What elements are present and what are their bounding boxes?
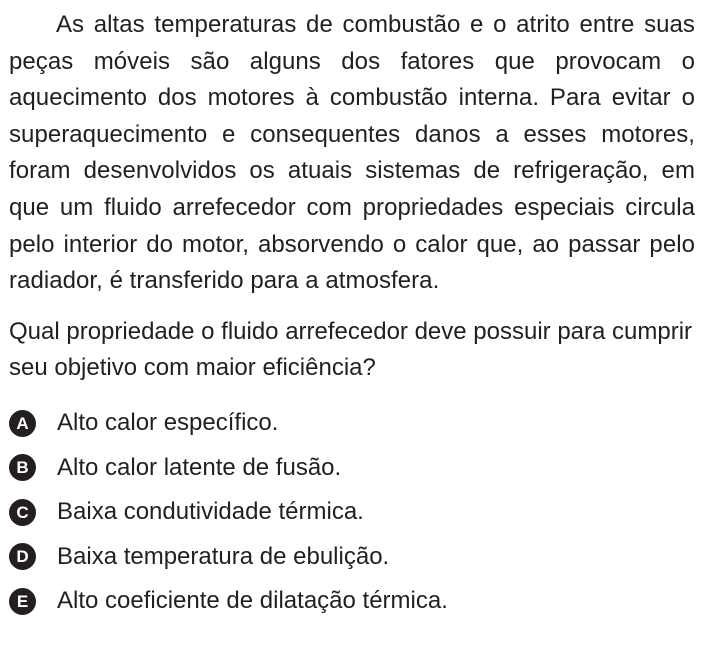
option-letter-badge: C bbox=[9, 499, 36, 526]
question-document bbox=[9, 7, 695, 623]
option-text: Alto calor específico. bbox=[57, 409, 279, 437]
option-text: Baixa condutividade térmica. bbox=[57, 498, 364, 526]
option-letter-badge: D bbox=[9, 543, 36, 570]
option-letter-badge: B bbox=[9, 454, 36, 481]
option-letter-badge: E bbox=[9, 588, 36, 615]
option-letter-badge: A bbox=[9, 410, 36, 437]
answer-option-a[interactable] bbox=[9, 401, 695, 446]
answer-options-list bbox=[9, 401, 695, 624]
answer-option-d[interactable] bbox=[9, 534, 695, 579]
option-text: Alto coeficiente de dilatação térmica. bbox=[57, 587, 448, 615]
question-prompt: Qual propriedade o fluido arrefecedor deve possuir para cumprir seu objetivo com maior eficiência? bbox=[9, 317, 693, 382]
option-text: Alto calor latente de fusão. bbox=[57, 453, 342, 481]
option-text: Baixa temperatura de ebulição. bbox=[57, 542, 390, 570]
answer-option-c[interactable] bbox=[9, 490, 695, 535]
answer-option-b[interactable] bbox=[9, 445, 695, 490]
passage-paragraph: As altas temperaturas de combustão e o atrito entre suas peças móveis são alguns dos fatores que provocam o aquecimento dos motores à combustão interna. Para evitar o superaquecimento e consequentes danos a esses motores, foram desenvolvidos os atuais sistemas de refrigeração, em que um fluido arrefecedor com propriedades especiais circula pelo interior do motor, absorvendo o calor que, ao passar pelo radiador, é transferido para a atmosfera. bbox=[9, 11, 695, 295]
answer-option-e[interactable] bbox=[9, 579, 695, 624]
